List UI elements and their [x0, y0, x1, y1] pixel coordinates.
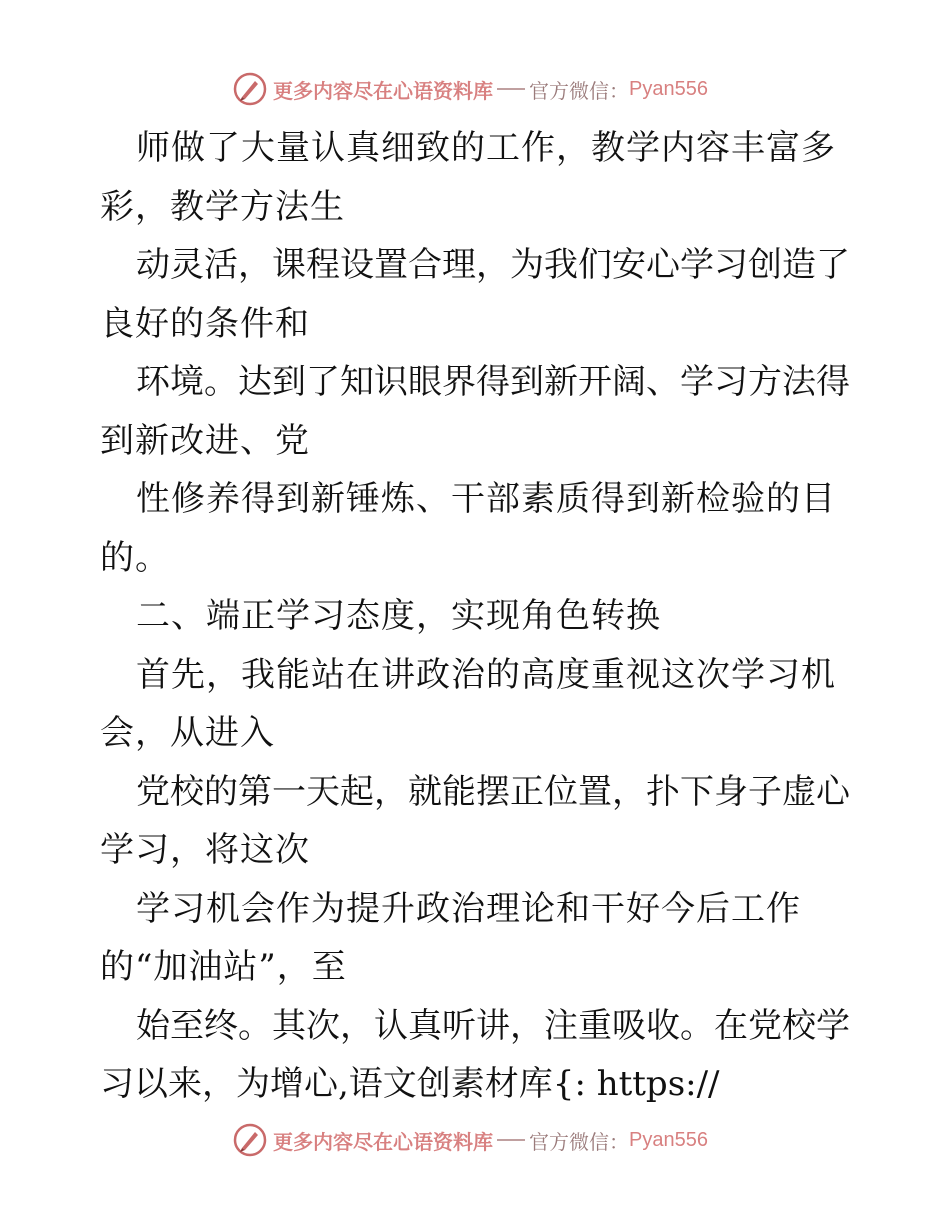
- text-line: 习以来，为增心,语文创素材库{: https://: [100, 1064, 720, 1104]
- watermark-account-id: Pyan556: [629, 1128, 708, 1151]
- watermark-text: 更多内容尽在心语资料库: [273, 1129, 493, 1154]
- text-line: 良好的条件和: [100, 303, 310, 344]
- text-line: 的。: [100, 537, 170, 578]
- text-line: 彩，教学方法生: [100, 186, 345, 227]
- section-heading: 二、端正学习态度，实现角色转换: [136, 596, 661, 636]
- text-line: 性修养得到新锤炼、干部素质得到新检验的目: [136, 479, 836, 519]
- quill-pen-logo-icon: [233, 72, 267, 106]
- text-line: 党校的第一天起，就能摆正位置，扑下身子虚心: [136, 771, 850, 812]
- watermark-dash: [497, 88, 525, 90]
- document-body: [100, 119, 880, 1114]
- watermark-account-label: 官方微信：: [529, 78, 629, 103]
- header-watermark: [233, 69, 708, 109]
- text-line: 的“加油站”，至: [100, 947, 347, 987]
- text-line: 师做了大量认真细致的工作，教学内容丰富多: [136, 128, 836, 168]
- watermark-dash: [497, 1139, 525, 1141]
- watermark-account-id: Pyan556: [629, 77, 708, 100]
- text-line: 环境。达到了知识眼界得到新开阔、学习方法得: [136, 362, 850, 402]
- watermark-account-label: 官方微信：: [529, 1129, 629, 1154]
- text-line: 始至终。其次，认真听讲，注重吸收。在党校学: [136, 1005, 850, 1046]
- footer-watermark: [233, 1120, 708, 1160]
- text-line: 学习机会作为提升政治理论和干好今后工作: [136, 888, 801, 929]
- text-line: 学习，将这次: [100, 830, 310, 870]
- watermark-text: 更多内容尽在心语资料库: [273, 78, 493, 103]
- text-line: 动灵活，课程设置合理，为我们安心学习创造了: [136, 245, 850, 285]
- text-line: 首先，我能站在讲政治的高度重视这次学习机: [136, 654, 836, 695]
- text-line: 到新改进、党: [100, 420, 310, 461]
- quill-pen-logo-icon: [233, 1123, 267, 1157]
- text-line: 会，从进入: [100, 713, 275, 753]
